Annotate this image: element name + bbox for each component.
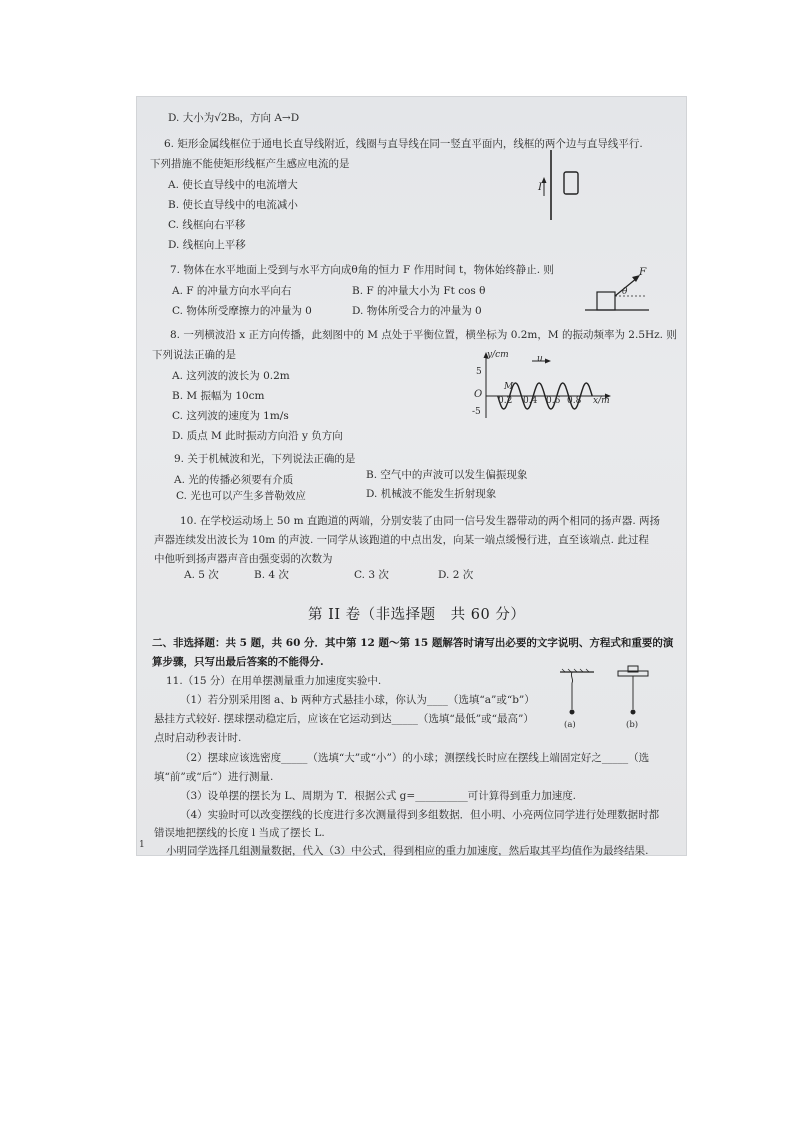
- q10-option-a: A. 5 次: [184, 569, 219, 581]
- q9-option-c: C. 光也可以产生多普勒效应: [176, 490, 306, 502]
- q8-stem-line1: 8. 一列横波沿 x 正方向传播，此刻图中的 M 点处于平衡位置，横坐标为 0.2m，M 的振动频率为 2.5Hz. 则: [170, 329, 677, 341]
- q6-option-b: B. 使长直导线中的电流减小: [168, 199, 298, 211]
- q11-line3: 悬挂方式较好. 摆球摆动稳定后，应该在它运动到达_____（选填“最低”或“最高”）: [154, 713, 534, 725]
- part2-instructions-line1: 二、非选择题：共 5 题，共 60 分．其中第 12 题～第 15 题解答时请写出必要的文字说明、方程式和重要的演: [152, 637, 674, 649]
- q7-option-b: B. F 的冲量大小为 Ft cos θ: [352, 285, 486, 297]
- q10-option-d: D. 2 次: [438, 569, 474, 581]
- q7-force-label: F: [639, 266, 647, 278]
- page-number: 1: [139, 840, 145, 850]
- q10-stem-line1: 10. 在学校运动场上 50 m 直跑道的两端，分别安装了由同一信号发生器带动的两个相同的扬声器. 两扬: [180, 515, 661, 527]
- q9-stem: 9. 关于机械波和光，下列说法正确的是: [174, 453, 356, 465]
- current-arrow-head: [542, 177, 547, 183]
- q7-angle-label: θ: [622, 287, 628, 297]
- q8-option-d: D. 质点 M 此时振动方向沿 y 负方向: [172, 430, 343, 442]
- q8-y-tick-neg5: -5: [472, 407, 481, 417]
- q8-stem-line2: 下列说法正确的是: [152, 349, 236, 361]
- q11-figure-b-label: (b): [626, 720, 639, 730]
- q8-x-tick-0-6: 0.6: [546, 396, 561, 406]
- q7-option-a: A. F 的冲量方向水平向右: [172, 285, 292, 297]
- pendulum-b: [618, 666, 648, 715]
- q6-stem-line2: 下列措施不能使矩形线框产生感应电流的是: [150, 158, 350, 170]
- q11-line6: 填“前”或“后”）进行测量.: [154, 771, 274, 783]
- q10-stem-line2: 声器连续发出波长为 10m 的声波. 一同学从该跑道的中点出发，向某一端点缓慢行进，直至该端点. 此过程: [154, 534, 649, 546]
- q8-option-a: A. 这列波的波长为 0.2m: [172, 370, 290, 382]
- part2-title: 第 II 卷（非选择题 共 60 分）: [308, 607, 526, 623]
- q7-option-c: C. 物体所受摩擦力的冲量为 0: [172, 305, 312, 317]
- q11-line9: 错误地把摆线的长度 l 当成了摆长 L.: [154, 827, 325, 839]
- block: [597, 292, 615, 310]
- q10-stem-line3: 中他听到扬声器声音由强变弱的次数为: [154, 553, 333, 565]
- part2-instructions-line2: 算步骤，只写出最后答案的不能得分.: [152, 656, 324, 668]
- q11-line4: 点时启动秒表计时.: [154, 732, 242, 744]
- q8-x-tick-0-8: 0.8: [567, 396, 582, 406]
- q9-option-d: D. 机械波不能发生折射现象: [366, 488, 497, 500]
- q9-option-b: B. 空气中的声波可以发生偏振现象: [366, 469, 528, 481]
- q8-x-axis-label: x/m: [593, 396, 610, 406]
- q8-option-c: C. 这列波的速度为 1m/s: [172, 410, 289, 422]
- q8-y-axis-label: y/cm: [487, 350, 509, 360]
- q7-stem: 7. 物体在水平地面上受到与水平方向成θ角的恒力 F 作用时间 t，物体始终静止. 则: [170, 264, 554, 276]
- q8-y-tick-5: 5: [476, 367, 482, 377]
- q6-option-a: A. 使长直导线中的电流增大: [168, 179, 298, 191]
- q11-line5: （2）摆球应该选密度_____（选填“大”或“小”）的小球；测摆线长时应在摆线上端固定好之_____（选: [180, 752, 650, 764]
- q9-option-a: A. 光的传播必须要有介质: [174, 474, 294, 486]
- q11-figure-a-label: (a): [564, 720, 576, 730]
- rectangular-loop: [564, 172, 578, 194]
- q8-x-tick-0-4: 0.4: [523, 396, 538, 406]
- q6-current-label: I: [538, 181, 543, 193]
- q11-line10: 小明同学选择几组测量数据，代入（3）中公式，得到相应的重力加速度，然后取其平均值作为最终结果.: [166, 845, 649, 856]
- q8-velocity-label: u: [537, 354, 543, 364]
- q8-option-b: B. M 振幅为 10cm: [172, 390, 265, 402]
- q11-line8: （4）实验时可以改变摆线的长度进行多次测量得到多组数据．但小明、小亮两位同学进行处理数据时都: [180, 809, 660, 821]
- q10-option-c: C. 3 次: [354, 569, 389, 581]
- scanned-exam-page: [136, 96, 687, 856]
- q11-line1: 11.（15 分）在用单摆测量重力加速度实验中.: [166, 675, 382, 687]
- q7-option-d: D. 物体所受合力的冲量为 0: [352, 305, 482, 317]
- velocity-arrow-head: [545, 359, 551, 364]
- q11-line7: （3）设单摆的摆长为 L、周期为 T．根据公式 g=__________可计算得到重力加速度.: [180, 790, 577, 802]
- q8-x-tick-0-2: 0.2: [498, 396, 513, 406]
- q5-option-d: D. 大小为√2B₀，方向 A→D: [168, 112, 300, 124]
- q6-option-c: C. 线框向右平移: [168, 219, 246, 231]
- q10-option-b: B. 4 次: [254, 569, 289, 581]
- q11-line2: （1）若分别采用图 a、b 两种方式悬挂小球，你认为____（选填“a”或“b”）: [180, 694, 535, 706]
- q8-origin-label: O: [474, 389, 483, 400]
- q6-option-d: D. 线框向上平移: [168, 239, 246, 251]
- pendulum-a: [560, 669, 594, 715]
- q6-stem-line1: 6. 矩形金属线框位于通电长直导线附近，线圈与直导线在同一竖直平面内，线框的两个边与直导线平行.: [164, 138, 643, 150]
- q8-point-m-label: M: [504, 382, 514, 392]
